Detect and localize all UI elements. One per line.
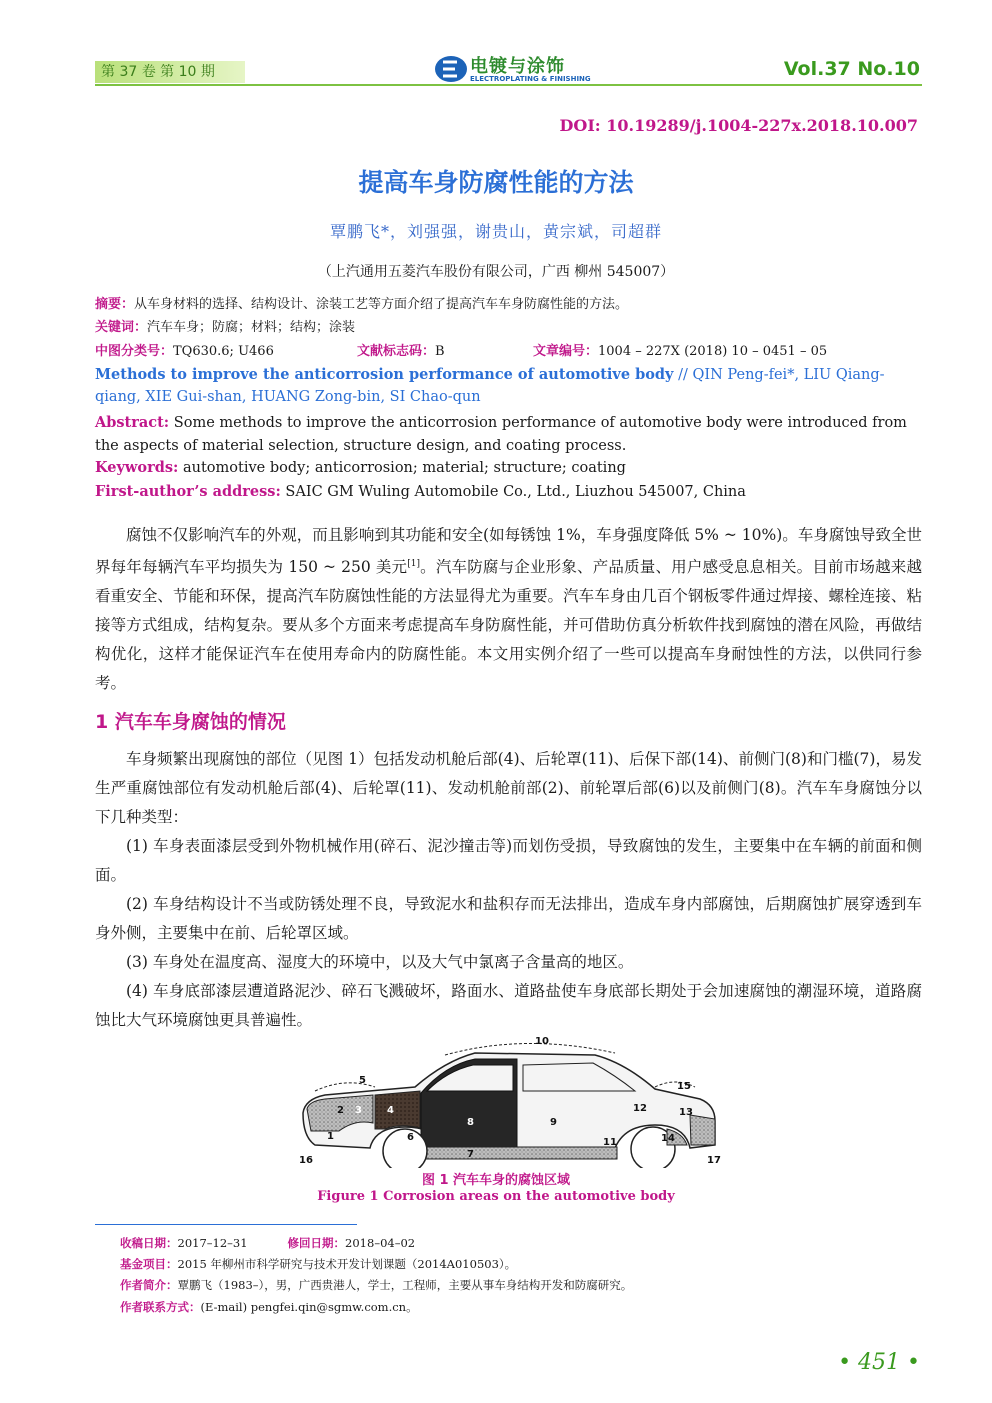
bio-label: 作者简介： [120, 1278, 178, 1292]
contact-label: 作者联系方式： [120, 1300, 201, 1314]
intro-text-b: 。汽车防腐与企业形象、产品质量、用户感受息息相关。目前市场越来越看重安全、节能和环保，提高汽车防腐蚀性能的方法显得尤为重要。汽车车身由几百个钢板零件通过焊接、螺栓连接、粘接等方式组成，结构复杂。要从多个方面来考虑提高车身防腐性能，并可借助仿真分析软件找到腐蚀的潜在风险，再做结构优化，这样才能保证汽车在使用寿命内的防腐性能。本文用实例介绍了一些可以提高车身耐蚀性的方法，以供同行参考。 [95, 558, 922, 693]
english-title-block [95, 364, 922, 408]
doi: DOI: 10.19289/j.1004-227x.2018.10.007 [559, 116, 918, 135]
keywords-cn-text: 汽车车身；防腐；材料；结构；涂装 [147, 320, 356, 335]
label-3: 3 [355, 1105, 362, 1116]
citation-ref[interactable]: [1] [407, 559, 420, 569]
fund-label: 基金项目： [120, 1257, 178, 1271]
car-corrosion-diagram [295, 1033, 735, 1168]
paper-title: 提高车身防腐性能的方法 [358, 168, 634, 197]
figure-caption-cn: 图 1 汽车车身的腐蚀区域 [421, 1173, 571, 1188]
doc-code-value: B [435, 344, 445, 359]
journal-issue-cn: 第 37 卷 第 10 期 [95, 61, 245, 83]
journal-volume: Vol.37 No.10 [783, 58, 920, 80]
abstract-cn-text: 从车身材料的选择、结构设计、涂装工艺等方面介绍了提高汽车车身防腐性能的方法。 [134, 297, 629, 312]
address-label: First-author’s address: [95, 483, 281, 500]
received-date: 2017–12–31 [177, 1236, 248, 1250]
footnote-contact [120, 1297, 418, 1317]
label-9: 9 [550, 1117, 557, 1128]
keywords-cn [95, 317, 922, 339]
intro-text-a: 腐蚀不仅影响汽车的外观，而且影响到其功能和安全(如每锈蚀 1%，车身强度降低 5% ~ 10%)。车身腐蚀导致全世界每年每辆汽车平均损失为 150 ~ 250 美元 [95, 526, 922, 577]
fund-text: 2015 年柳州市科学研究与技术开发计划课题（2014A010503）。 [177, 1257, 517, 1271]
abstract-cn [95, 294, 922, 316]
footnote-dates [120, 1233, 415, 1253]
abstract-en [95, 411, 922, 458]
revised-label: 修回日期： [287, 1236, 346, 1250]
keywords-en-text: automotive body; anticorrosion; material; structure; coating [178, 460, 626, 476]
affiliation: （上汽通用五菱汽车股份有限公司，广西 柳州 545007） [317, 264, 675, 280]
intro-paragraph [95, 521, 922, 698]
address-text: SAIC GM Wuling Automobile Co., Ltd., Liuzhou 545007, China [280, 484, 746, 500]
bio-text: 覃鹏飞（1983–），男，广西贵港人，学士，工程师，主要从事车身结构开发和防腐研究。 [177, 1278, 633, 1292]
label-14: 14 [661, 1133, 675, 1144]
footnote-bio [120, 1275, 632, 1295]
label-2: 2 [337, 1105, 344, 1116]
cls-value: TQ630.6; U466 [173, 344, 274, 359]
keywords-en [95, 457, 922, 479]
abstract-en-label: Abstract: [95, 414, 170, 431]
keywords-en-label: Keywords: [95, 459, 179, 476]
section-heading-1: 1 汽车车身腐蚀的情况 [95, 711, 286, 733]
first-author-address [95, 481, 922, 503]
label-17: 17 [707, 1155, 721, 1166]
paragraph: (2) 车身结构设计不当或防锈处理不良，导致泥水和盐积存而无法排出，造成车身内部腐蚀，后期腐蚀扩展穿透到车身外侧，主要集中在前、后轮罩区域。 [95, 895, 922, 942]
page-number: • 451 • [838, 1350, 920, 1375]
footnote-fund [120, 1254, 516, 1274]
abstract-en-text: Some methods to improve the anticorrosion performance of automotive body were introduced from the aspects of material selection, structure design, and coating process. [95, 415, 907, 454]
header-divider [95, 84, 922, 86]
abstract-cn-label: 摘要： [95, 297, 135, 312]
english-authors: // QIN Peng-fei*, LIU Qiang-qiang, XIE Gui-shan, HUANG Zong-bin, SI Chao-qun [95, 367, 885, 405]
label-7: 7 [467, 1149, 474, 1160]
authors: 覃鹏飞*，刘强强，谢贵山，黄宗斌，司超群 [329, 222, 662, 241]
journal-logo-subtitle: ELECTROPLATING & FINISHING [470, 75, 591, 83]
footnote-divider [95, 1224, 357, 1225]
received-label: 收稿日期： [120, 1236, 178, 1250]
label-5: 5 [359, 1075, 366, 1086]
keywords-cn-label: 关键词： [95, 320, 148, 335]
contact-text: (E-mail) pengfei.qin@sgmw.com.cn。 [200, 1300, 418, 1314]
classification-row [95, 341, 922, 363]
label-10: 10 [535, 1036, 549, 1047]
paragraph: (3) 车身处在温度高、湿度大的环境中，以及大气中氯离子含量高的地区。 [126, 953, 634, 971]
paragraph: 车身频繁出现腐蚀的部位（见图 1）包括发动机舱后部(4)、后轮罩(11)、后保下部(14)、前侧门(8)和门槛(7)，易发生严重腐蚀部位有发动机舱后部(4)、后轮罩(11)、发动机舱前部(2)、前轮罩后部(6)以及前侧门(8)。汽车车身腐蚀分以下几种类型： [95, 750, 922, 826]
article-no-value: 1004 – 227X (2018) 10 – 0451 – 05 [598, 344, 828, 359]
section-1-body [95, 745, 922, 1035]
label-8: 8 [467, 1117, 474, 1128]
revised-date: 2018–04–02 [345, 1236, 416, 1250]
label-15: 15 [677, 1081, 691, 1092]
article-no-label: 文章编号： [533, 344, 599, 359]
label-11: 11 [603, 1137, 617, 1148]
journal-logo-title: 电镀与涂饰 [470, 56, 565, 77]
doc-code-label: 文献标志码： [357, 344, 436, 359]
label-4: 4 [387, 1105, 394, 1116]
label-12: 12 [633, 1103, 647, 1114]
figure-caption-en: Figure 1 Corrosion areas on the automotive body [317, 1189, 675, 1204]
label-1: 1 [327, 1131, 334, 1142]
label-16: 16 [299, 1155, 313, 1166]
label-6: 6 [407, 1132, 414, 1143]
paragraph: (1) 车身表面漆层受到外物机械作用(碎石、泥沙撞击等)而划伤受损，导致腐蚀的发生，主要集中在车辆的前面和侧面。 [95, 837, 922, 884]
paragraph: (4) 车身底部漆层遭道路泥沙、碎石飞溅破坏，路面水、道路盐使车身底部长期处于会加速腐蚀的潮湿环境，道路腐蚀比大气环境腐蚀更具普遍性。 [95, 982, 922, 1029]
label-13: 13 [679, 1107, 693, 1118]
cls-label: 中图分类号： [95, 344, 174, 359]
english-title: Methods to improve the anticorrosion performance of automotive body [95, 366, 674, 383]
